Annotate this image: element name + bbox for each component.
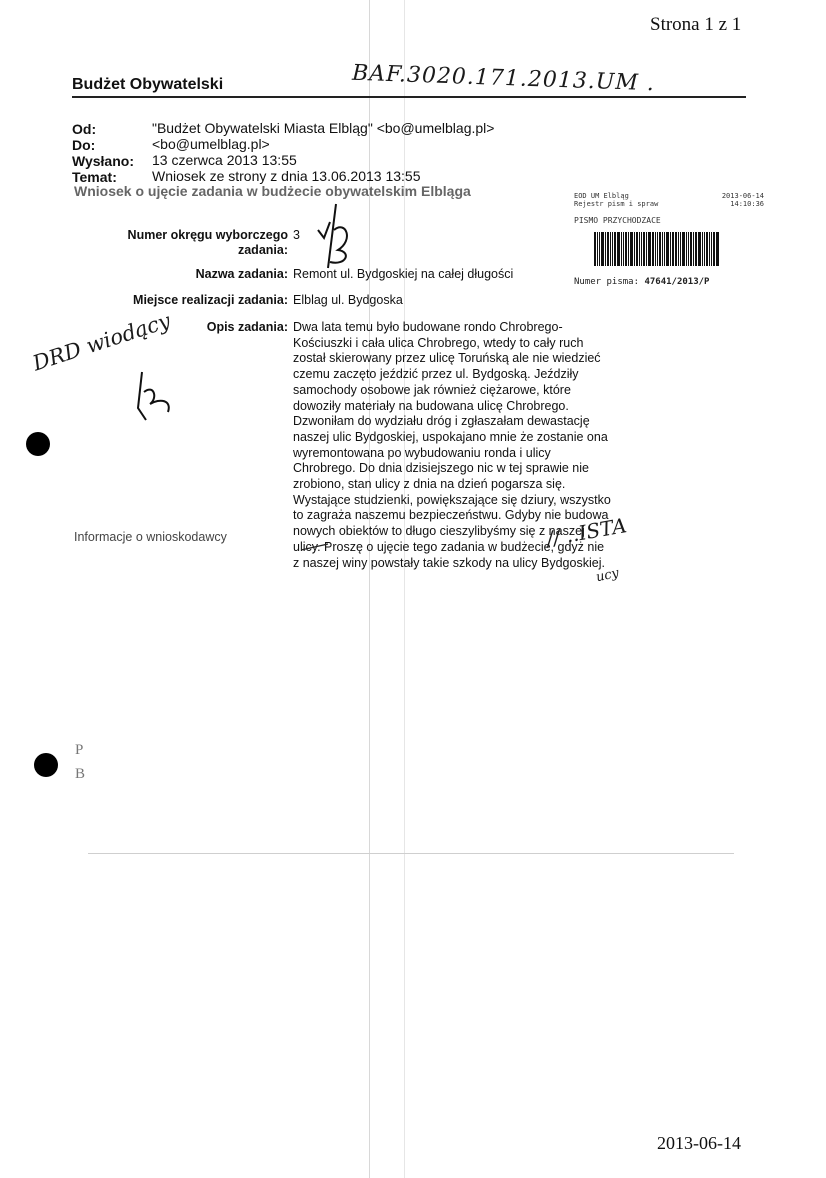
punch-hole xyxy=(26,432,50,456)
barcode-bar xyxy=(686,232,687,266)
barcode-bar xyxy=(628,232,629,266)
pen-stroke xyxy=(300,542,330,552)
stamp-office: EOD UM Elbląg xyxy=(574,192,629,200)
barcode-bar xyxy=(695,232,697,266)
barcode-bar xyxy=(594,232,596,266)
barcode-bar xyxy=(664,232,665,266)
barcode-bar xyxy=(713,232,715,266)
from-value: "Budżet Obywatelski Miasta Elbląg" <bo@umelblag.pl> xyxy=(152,120,495,136)
barcode-bar xyxy=(672,232,674,266)
stamp-register: Rejestr pism i spraw xyxy=(574,200,659,208)
barcode-bar xyxy=(659,232,661,266)
barcode-bar xyxy=(634,232,635,266)
barcode-bar xyxy=(607,232,609,266)
punch-hole xyxy=(34,753,58,777)
barcode-bar xyxy=(682,232,685,266)
to-label: Do: xyxy=(72,137,96,153)
barcode-bar xyxy=(614,232,616,266)
subject-value: Wniosek ze strony z dnia 13.06.2013 13:55 xyxy=(152,168,421,184)
district-value: 3 xyxy=(293,228,300,242)
handwritten-fragment-1: // ..ISTA xyxy=(544,513,629,551)
sent-label: Wysłano: xyxy=(72,153,134,169)
sent-value: 13 czerwca 2013 13:55 xyxy=(152,152,297,168)
barcode xyxy=(594,232,744,266)
district-label-line2: zadania: xyxy=(237,243,288,257)
barcode-bar xyxy=(641,232,642,266)
stamp-number-value: 47641/2013/P xyxy=(644,277,710,287)
page-number: Strona 1 z 1 xyxy=(650,14,742,35)
handwritten-note: DRD wiodący xyxy=(29,308,174,376)
subject-label: Temat: xyxy=(72,169,117,185)
title-divider xyxy=(72,96,746,98)
barcode-bar xyxy=(693,232,694,266)
barcode-bar xyxy=(630,232,633,266)
description-label: Opis zadania: xyxy=(206,320,288,334)
barcode-bar xyxy=(666,232,669,266)
barcode-bar xyxy=(625,232,627,266)
bottom-date: 2013-06-14 xyxy=(657,1133,741,1153)
barcode-bar xyxy=(706,232,708,266)
barcode-bar xyxy=(670,232,671,266)
location-value: Elblag ul. Bydgoska xyxy=(293,293,403,307)
barcode-bar xyxy=(646,232,647,266)
applicant-section-label: Informacje o wnioskodawcy xyxy=(74,530,227,544)
barcode-bar xyxy=(657,232,658,266)
fold-line xyxy=(88,853,734,854)
margin-letter: B xyxy=(75,766,86,782)
barcode-bar xyxy=(688,232,689,266)
to-value: <bo@umelblag.pl> xyxy=(152,136,270,152)
description-value: Dwa lata temu było budowane rondo Chrobrego- Kościuszki i cała ulica Chrobrego, wtedy to cały ruch został skierowany przez ulicę Toruńską ale nie wiedzieć czemu zaczęto jeździć przez ul. Bydgoską. Jeździły samochody osobowe jak również ciężarowe, które dowoziły materiały na budowana ulicę Chrobrego. Dzwoniłam do wydziału dróg i zgłaszałam dewastację naszej ulic Bydgoskiej, uspokajano mnie że zostanie ona wyremontowana po wybudowaniu ronda i ulicy Chrobrego. Do dnia dzisiejszego nic w tej sprawie nie zrobiono, stan ulicy z dnia na dzień pogarsza się. Wystające studzienki, powiększające się dziury, wszystko to zagraża naszemu bezpieczeństwu. Gdyby nie budowa nowych obiektów to długo cieszylibyśmy się z naszej ulicy. Proszę o ujęcie tego zadania w budżecie, gdyż nie z naszej winy powstały takie szkody na ulicy Bydgoskiej. xyxy=(293,320,611,570)
barcode-bar xyxy=(709,232,710,266)
barcode-bar xyxy=(716,232,719,266)
barcode-bar xyxy=(597,232,598,266)
barcode-bar xyxy=(612,232,613,266)
stamp-type: PISMO PRZYCHODZACE xyxy=(574,216,661,225)
handwritten-fragment-2: ucy xyxy=(594,565,621,586)
barcode-bar xyxy=(599,232,600,266)
stamp-number-label: Numer pisma: xyxy=(574,277,640,287)
stamp-date: 2013-06-14 xyxy=(721,192,764,200)
barcode-bar xyxy=(675,232,677,266)
barcode-bar xyxy=(702,232,703,266)
barcode-bar xyxy=(678,232,679,266)
district-label-line1: Numer okręgu wyborczego xyxy=(127,228,288,242)
barcode-bar xyxy=(610,232,611,266)
barcode-bar xyxy=(636,232,638,266)
task-name-label: Nazwa zadania: xyxy=(195,267,288,281)
barcode-bar xyxy=(601,232,604,266)
stamp-time: 14:10:36 xyxy=(730,200,764,208)
barcode-bar xyxy=(690,232,692,266)
barcode-bar xyxy=(617,232,620,266)
location-label: Miejsce realizacji zadania: xyxy=(133,293,288,307)
margin-letter: P xyxy=(75,742,84,758)
barcode-bar xyxy=(652,232,654,266)
barcode-bar xyxy=(711,232,712,266)
task-name-value: Remont ul. Bydgoskiej na całej długości xyxy=(293,267,514,281)
barcode-bar xyxy=(623,232,624,266)
barcode-bar xyxy=(655,232,656,266)
handwritten-initials xyxy=(316,200,356,272)
barcode-bar xyxy=(621,232,622,266)
barcode-bar xyxy=(643,232,645,266)
barcode-bar xyxy=(648,232,651,266)
barcode-bar xyxy=(704,232,705,266)
form-heading: Wniosek o ujęcie zadania w budżecie obywatelskim Elbląga xyxy=(74,183,471,199)
from-label: Od: xyxy=(72,121,97,137)
barcode-bar xyxy=(662,232,663,266)
stamp-number xyxy=(574,277,709,287)
barcode-bar xyxy=(639,232,640,266)
district-label xyxy=(128,228,288,258)
barcode-bar xyxy=(680,232,681,266)
handwritten-reference-number: BAF.3020.171.2013.UM . xyxy=(351,60,656,97)
barcode-bar xyxy=(605,232,606,266)
incoming-mail-stamp xyxy=(570,192,766,292)
handwritten-signature xyxy=(128,368,180,424)
app-title: Budżet Obywatelski xyxy=(72,76,224,93)
barcode-bar xyxy=(698,232,701,266)
